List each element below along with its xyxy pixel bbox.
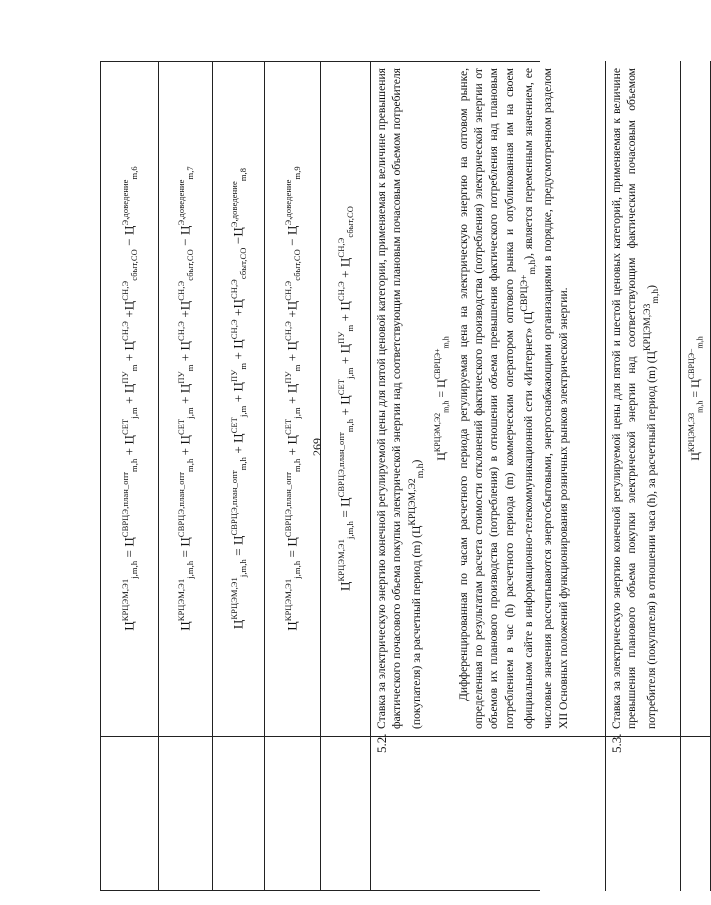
row-number-cell bbox=[101, 736, 158, 891]
table-row bbox=[264, 61, 320, 891]
row-number-cell bbox=[159, 736, 212, 891]
section-number: 5.3. bbox=[609, 733, 624, 753]
formula-co: $Ц^{КРЦЭМ,Э1}_{j,m,h} = Ц^{СВРЦЭ,план\_опт}_{m,h} + Ц^{СЕТ}_{j,m} + Ц^{ПУ}_m + Ц^{СН,Э} + Ц^{СН,Э}_{сбыт,СО}$ bbox=[336, 206, 355, 591]
formula-7: $Ц^{КРЦЭМ,Э1}_{j,m,h} = Ц^{СВРЦЭ,план\_опт}_{m,h} + Ц^{СЕТ}_{j,m} + Ц^{ПУ}_m + Ц^{СН,Э} +Ц^{СН,Э}_{сбыт,СО} - Ц^{Э,доведение}_{m,7}$ bbox=[176, 166, 195, 631]
row-number-cell bbox=[606, 733, 680, 891]
section-5-2-intro: Ставка за электрическую энергию конечной регулируемой цены для пятой ценовой категории, применяемая к величине превышения фактического почасового объема покупки электрической энергии над соответствующим плановым почасовым объемом потребителя (покупателя) за расчетный период (m) $(Ц^{КРЦЭМ,Э2}_{m,h})$ bbox=[375, 68, 426, 729]
row-number-cell bbox=[681, 736, 710, 891]
section-5-3-intro: Ставка за электрическую энергию конечной регулируемой цены для пятой и шестой ценовых категорий, применяемая к величине превышения планового объема покупки электрической энергии над соответствующим фактическим почасовым объемом потребителя (покупателя) в отношении часа (h), за расчетный период (m) $(Ц^{КРЦЭМ,Э3}_{m,h})$ bbox=[610, 68, 661, 729]
section-5-3-text bbox=[606, 61, 680, 736]
row-number-cell bbox=[371, 733, 605, 891]
table-row bbox=[680, 61, 710, 891]
section-5-2-formula: $Ц^{КРЦЭМ,Э2}_{m,h} = Ц^{СВРЦЭ+}_{m,h}$ bbox=[433, 336, 451, 461]
formula-9: $Ц^{КРЦЭМ,Э1}_{j,m,h} = Ц^{СВРЦЭ,план\_опт}_{m,h} + Ц^{СЕТ}_{j,m} + Ц^{ПУ}_m + Ц^{СН,Э} +Ц^{СН,Э}_{сбыт,СО} - Ц^{Э,доведение}_{m,9}$ bbox=[283, 166, 302, 631]
section-5-3-formula: $Ц^{КРЦЭМ,Э3}_{m,h} = Ц^{СВРЦЭ-}_{m,h}$ bbox=[686, 336, 705, 461]
table-row bbox=[320, 61, 370, 891]
table-row bbox=[100, 61, 158, 891]
section-5-3-row bbox=[605, 61, 680, 891]
table-row bbox=[158, 61, 212, 891]
table-row bbox=[212, 61, 264, 891]
row-number-cell bbox=[265, 736, 320, 891]
formula-8: $Ц^{КРЦЭМ,Э1}_{j,m,h} = Ц^{СВРЦЭ,план\_опт}_{m,h} + Ц^{СЕТ}_{j,m} + Ц^{ПУ}_m + Ц^{СН,Э} +Ц^{СН,Э}_{сбыт,СО} -Ц^{Э,доведение}_{m,8}$ bbox=[229, 167, 248, 630]
section-5-2-row bbox=[370, 61, 605, 891]
formula-6: $Ц^{КРЦЭМ,Э1}_{j,m,h} = Ц^{СВРЦЭ,план\_опт}_{m,h} + Ц^{СЕТ}_{j,m} + Ц^{ПУ}_m + Ц^{СН,Э} +Ц^{СН,Э}_{сбыт,СО} - Ц^{Э,доведение}_{m,6}$ bbox=[120, 166, 139, 631]
section-number: 5.2. bbox=[374, 733, 389, 753]
row-number-cell bbox=[213, 736, 264, 891]
section-5-2-text bbox=[371, 61, 605, 736]
section-5-2-body: Дифференцированная по часам расчетного периода регулируемая цена на электрическую энергию на оптовом рынке, определенная по результатам расчета стоимости отклонений фактического производства (потребления) электрической энергии от объемов их планового производства (потребления) в отношении объема превышения фактического потребления над плановым потреблением в час (h) расчетного периода (m) коммерческим оператором оптового рынка и опубликованная им на своем официальном сайте в информационно-телекоммуникационной сети «Интернет» $(Ц^{СВРЦЭ+}_{m,h})$, является переменным значением, ее числовые значения рассчитываются энергосбытовыми, энергоснабжающими организациями в порядке, предусмотренном разделом XII Основных положений функционирования розничных рынков электрической энергии. bbox=[456, 68, 570, 729]
rotated-table bbox=[100, 61, 705, 891]
row-number-cell bbox=[321, 736, 370, 891]
page-number: 269 bbox=[310, 438, 324, 456]
